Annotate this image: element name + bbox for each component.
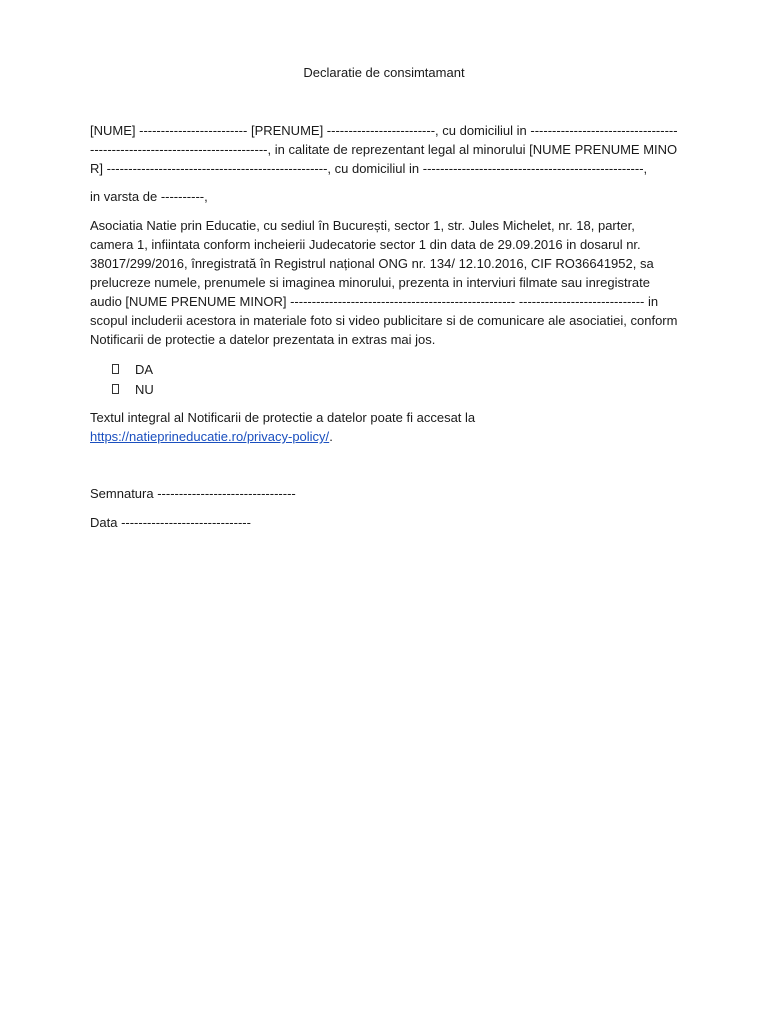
document-title: Declaratie de consimtamant [303, 65, 465, 80]
signature-line: Semnatura -------------------------------- [90, 486, 296, 501]
privacy-notice [90, 408, 678, 446]
privacy-policy-link[interactable]: https://natieprineducatie.ro/privacy-policy/ [90, 429, 330, 444]
consent-paragraph: Asociatia Natie prin Educatie, cu sediul în București, sector 1, str. Jules Michelet, nr. 18, parter, camera 1, infiintata conform incheierii Judecatorie sector 1 din data de 29.09.2016 in dosarul nr. 38017/299/2016, înregistrată în Registrul național ONG nr. 134/ 12.10.2016, CIF RO36641952, sa prelucreze numele, prenumele si imaginea minorului, prezenta in interviuri filmate sau inregistrate audio [NUME PRENUME MINOR] ---------------------------------------------------- ----------------------------- in scopul includerii acestora in materiale foto si video publicitare si de comunicare ale asociatiei, conform Notificarii de protectie a datelor prezentata in extras mai jos. [90, 218, 678, 347]
privacy-notice-text: Textul integral al Notificarii de protectie a datelor poate fi accesat la [90, 410, 476, 425]
option-da[interactable] [112, 359, 412, 379]
consent-options [112, 359, 412, 399]
option-nu[interactable] [112, 379, 412, 399]
option-label: NU [135, 381, 154, 397]
age-line: in varsta de ----------, [90, 189, 208, 204]
privacy-notice-end: . [329, 429, 333, 444]
option-label: DA [135, 361, 154, 377]
guardian-identity-paragraph: [NUME] ------------------------- [PRENUME] -------------------------, cu domiciliul in ---------------------------------------------------------------------------, in calitate de reprezentant legal al minorului [NUME PRENUME MINOR] ---------------------------------------------------, cu domiciliul in ---------------------------------------------------, [90, 123, 678, 176]
checkbox-icon[interactable] [112, 364, 119, 374]
date-line: Data ------------------------------ [90, 515, 251, 530]
checkbox-icon[interactable] [112, 384, 119, 394]
